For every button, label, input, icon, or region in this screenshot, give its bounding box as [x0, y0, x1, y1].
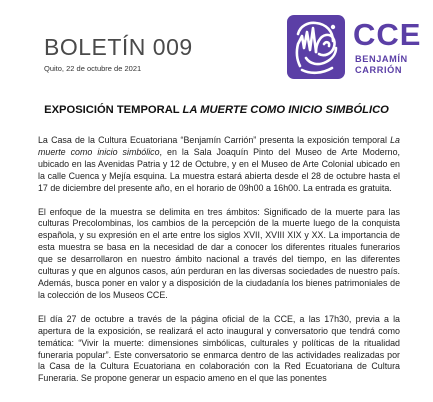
document-body — [38, 135, 400, 397]
page-title-prefix: EXPOSICIÓN TEMPORAL — [44, 104, 183, 116]
logo-name — [355, 54, 408, 75]
document-header — [0, 0, 433, 92]
page-title-italic: LA MUERTE COMO INICIO SIMBÓLICO — [182, 104, 389, 116]
page-title — [0, 104, 433, 116]
logo-name-line1: BENJAMÍN — [355, 54, 408, 64]
paragraph-1 — [38, 135, 400, 195]
logo-acronym: CCE — [353, 17, 422, 52]
paragraph-1-rest: , en la Sala Joaquín Pinto del Museo de Arte Moderno, ubicado en las Avenidas Patria y 12 de Octubre, y en el Museo de Arte Colonial ubicado en la calle Cuenca y Mejía esquina. La muestra estará abierta desde el 28 de octubre hasta el 17 de diciembre del presente año, en el horario de 09h00 a 16h00. La entrada es gratuita. — [38, 146, 400, 193]
paragraph-3: El día 27 de octubre a través de la página oficial de la CCE, a las 17h30, previa a la apertura de la exposición, se realizará el acto inaugural y conversatorio que tendrá como temática: “Vivir la muerte: dimensiones simbólicas, culturales y políticas de la ritualidad funeraria popular”. Este conversatorio se enmarca dentro de las actividades realizadas por la Casa de la Cultura Ecuatoriana en colaboración con la Red Ecuatoriana de Cultura Funeraria. Se propone generar un espacio ameno en el que las ponentes — [38, 313, 400, 384]
cce-emblem-icon — [286, 14, 346, 80]
bulletin-title: BOLETÍN 009 — [44, 34, 193, 60]
logo-name-line2: CARRIÓN — [355, 64, 403, 75]
exhibition-title: La muerte como inicio simbólico — [38, 135, 400, 157]
bulletin-date: Quito, 22 de octubre de 2021 — [44, 64, 142, 73]
paragraph-1-intro: La Casa de la Cultura Ecuatoriana “Benjamín Carrión” presenta la exposición temporal — [38, 135, 391, 145]
paragraph-2: El enfoque de la muestra se delimita en tres ámbitos: Significado de la muerte para las culturas Precolombinas, los cambios de la percepción de la muerte luego de la conquista española, y su expresión en el arte entre los siglos XVII, XVIII XIX y XX. La importancia de esta muestra se basa en la necesidad de dar a conocer los diferentes rituales funerarios que se desarrollaron en nuestro ámbito nacional a través del tiempo, en las diferentes culturas y que en algunos casos, aún perduran en las diversas sociedades de nuestro país. Además, busca poner en valor y a disposición de la ciudadanía los bienes patrimoniales de la colección de los Museos CCE. — [38, 206, 400, 300]
